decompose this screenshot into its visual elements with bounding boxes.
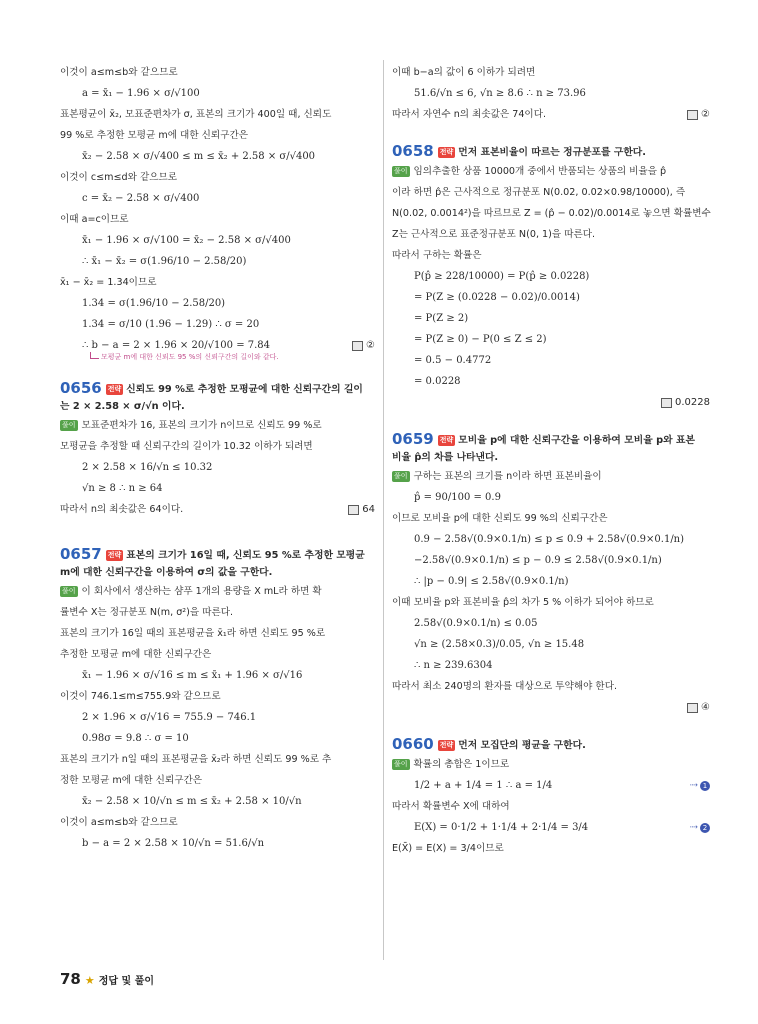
step-number-icon: 2 [700,823,710,833]
problem-0659-solution [392,466,710,697]
answer-mark: ② [352,335,375,356]
line-text: 이 회사에서 생산하는 샴푸 1개의 용량을 X mL라 하면 확 [81,586,322,597]
line-text: 모표준편차가 16, 표본의 크기가 n이므로 신뢰도 99 %로 [81,420,322,431]
line-text: 2 × 1.96 × σ/√16 = 755.9 − 746.1 [82,712,257,723]
equation-line [392,655,710,676]
line-text: 이때 a=c이므로 [60,214,129,225]
problem-title: 모비율 p에 대한 신뢰구간을 이용하여 모비율 p와 표본 [458,435,695,446]
equation-line [392,287,710,308]
line-text: 따라서 구하는 확률은 [392,250,482,261]
equation-line [60,665,375,686]
line-text: 이때 b−a의 값이 6 이하가 되려면 [392,67,536,78]
line-text: p̂ = 90/100 = 0.9 [414,492,501,503]
line-text: 99 %로 추정한 모평균 m에 대한 신뢰구간은 [60,130,248,141]
problem-number: 0657 [60,545,102,563]
line-text: ∴ n ≥ 239.6304 [414,660,493,671]
problem-number: 0658 [392,142,434,160]
line-text: 정한 모평균 m에 대한 신뢰구간은 [60,775,203,786]
equation-line [60,707,375,728]
answer-box-icon [352,341,363,351]
solution-continued-lines [60,62,375,335]
problem-number: 0659 [392,430,434,448]
line-text: 1.34 = σ/10 (1.96 − 1.29) ∴ σ = 20 [82,319,260,330]
line-text: 2.58√(0.9×0.1/n) ≤ 0.05 [414,618,538,629]
answer-box-icon [661,398,672,408]
problem-0658-answer [392,392,710,413]
text-line [392,224,710,245]
text-line [392,203,710,224]
line-text: 임의추출한 상품 10000개 중에서 반품되는 상품의 비율을 p̂ [413,166,667,177]
line-text: 이것이 a≤m≤b와 같으므로 [60,817,178,828]
text-line [60,812,375,833]
line-text: 구하는 표본의 크기를 n이라 하면 표본비율이 [413,471,602,482]
line-text: 이것이 746.1≤m≤755.9와 같으므로 [60,691,221,702]
line-text: 률변수 X는 정규분포 N(m, σ²)을 따른다. [60,607,234,618]
solution-tag: 풀이 [62,421,76,429]
strategy-tag: 전략 [439,436,454,444]
solution-tag: 풀이 [62,587,76,595]
problem-title: 먼저 모집단의 평균을 구한다. [458,740,586,751]
line-text: √n ≥ 8 ∴ n ≥ 64 [82,483,163,494]
line-text: E(X) = 0·1/2 + 1·1/4 + 2·1/4 = 3/4 [414,822,589,833]
equation-line [392,266,710,287]
line-text: N(0.02, 0.0014²)을 따르므로 Z = (p̂ − 0.02)/0.0014로 놓으면 확률변수 [392,208,711,219]
problem-0658-header [392,143,710,161]
text-line [392,182,710,203]
equation-line [60,188,375,209]
equation-line [392,371,710,392]
text-line [392,838,710,859]
line-text: 추정한 모평균 m에 대한 신뢰구간은 [60,649,212,660]
text-line [60,104,375,125]
text-line [392,676,710,697]
arrow-icon: ⇢ [689,822,698,833]
problem-0657-header [60,546,375,581]
left-column [60,62,375,854]
line-text: 표본의 크기가 16일 때의 표본평균을 x̄₁라 하면 신뢰도 95 %로 [60,628,326,639]
line-text: x̄₁ − 1.96 × σ/√16 ≤ m ≤ x̄₁ + 1.96 × σ/√16 [82,670,303,681]
line-text: = P(Z ≥ (0.0228 − 0.02)/0.0014) [414,292,580,303]
equation-line [60,146,375,167]
text-line [60,770,375,791]
problem-number: 0656 [60,379,102,397]
equation-line [60,251,375,272]
problem-0657-solution [60,581,375,854]
equation-line [60,83,375,104]
problem-title-2: 비율 p̂의 차를 나타낸다. [392,452,499,463]
answer-box-icon [687,110,698,120]
final-equation: ∴ b − a = 2 × 1.96 × 20/√100 = 7.84 [82,340,271,351]
line-text: a = x̄₁ − 1.96 × σ/√100 [82,88,200,99]
text-line [60,167,375,188]
line-text: 확률의 총합은 1이므로 [413,759,510,770]
step-marker [690,775,710,796]
line-text: = P(Z ≥ 2) [414,313,469,324]
line-text: 표본평균이 x̄₂, 모표준편차가 σ, 표본의 크기가 400일 때, 신뢰도 [60,109,332,120]
line-text: 2 × 2.58 × 16/√n ≤ 10.32 [82,462,213,473]
line-text: = 0.5 − 0.4772 [414,355,492,366]
text-line [60,436,375,457]
text-line [60,644,375,665]
problem-0658-solution [392,161,710,392]
column-divider [383,60,384,960]
equation-line [60,457,375,478]
equation-line [392,775,710,796]
line-text: b − a = 2 × 2.58 × 10/√n = 51.6/√n [82,838,265,849]
text-line [60,602,375,623]
text-line [60,749,375,770]
problem-0659-answer [392,697,710,718]
equation-line [60,791,375,812]
equation-line [392,529,710,550]
annotation-note: 모평균 m에 대한 신뢰도 95 %의 신뢰구간의 길이와 같다. [60,352,375,362]
text-line [392,466,710,487]
text-line [60,415,375,436]
right-column [392,62,710,859]
text-line [60,62,375,83]
line-text: 1/2 + a + 1/4 = 1 ∴ a = 1/4 [414,780,553,791]
answer-mark: 64 [348,499,375,520]
equation-line [60,478,375,499]
line-text: √n ≥ (2.58×0.3)/0.05, √n ≥ 15.48 [414,639,585,650]
text-line [60,272,375,293]
strategy-tag: 전략 [439,148,454,156]
problem-0656-solution [60,415,375,499]
text-line [60,623,375,644]
bracket-hook-icon [90,352,99,359]
line-text: 1.34 = σ(1.96/10 − 2.58/20) [82,298,226,309]
strategy-tag: 전략 [107,385,122,393]
line-text: 0.98σ = 9.8 ∴ σ = 10 [82,733,189,744]
answer-mark: ④ [687,697,710,718]
line-text: x̄₁ − x̄₂ = 1.34이므로 [60,277,157,288]
text-line [392,508,710,529]
equation-line [60,314,375,335]
answer-mark: 0.0228 [661,392,710,413]
strategy-tag: 전략 [107,551,122,559]
equation-line [392,550,710,571]
line-text: 51.6/√n ≤ 6, √n ≥ 8.6 ∴ n ≥ 73.96 [414,88,586,99]
problem-0659-header [392,431,710,466]
line-text: 이것이 a≤m≤b와 같으므로 [60,67,178,78]
line-text: −2.58√(0.9×0.1/n) ≤ p − 0.9 ≤ 2.58√(0.9×0.1/n) [414,555,662,566]
solution-tag: 풀이 [394,472,408,480]
line-text: 이므로 모비율 p에 대한 신뢰도 99 %의 신뢰구간은 [392,513,608,524]
text-line [60,125,375,146]
line-text: c = x̄₂ − 2.58 × σ/√400 [82,193,200,204]
line-text: x̄₂ − 2.58 × σ/√400 ≤ m ≤ x̄₂ + 2.58 × σ/√400 [82,151,316,162]
line-text: E(X̄) = E(X) = 3/4이므로 [392,843,504,854]
equation-line [392,487,710,508]
line-text: 따라서 최소 240명의 환자를 대상으로 투약해야 한다. [392,681,618,692]
problem-title: 표본의 크기가 16일 때, 신뢰도 95 %로 추정한 모평균 [126,550,365,561]
answer-box-icon [687,703,698,713]
footer-label: 정답 및 풀이 [98,976,155,987]
problem-title-2: 는 2 × 2.58 × σ/√n 이다. [60,401,185,412]
strategy-tag: 전략 [439,741,454,749]
problem-0656-header [60,380,375,415]
line-text: Z는 근사적으로 표준정규분포 N(0, 1)을 따른다. [392,229,596,240]
equation-line [392,613,710,634]
answer-box-icon [348,505,359,515]
equation-line [392,308,710,329]
line-text: 모평균을 추정할 때 신뢰구간의 길이가 10.32 이하가 되려면 [60,441,313,452]
arrow-icon: ⇢ [689,780,698,791]
continued-final: 따라서 자연수 n의 최솟값은 74이다. ② [392,104,710,125]
equation-line [60,230,375,251]
problem-0656-final: 따라서 n의 최솟값은 64이다. 64 [60,499,375,520]
problem-title-2: m에 대한 신뢰구간을 이용하여 σ의 값을 구한다. [60,567,273,578]
line-text: = P(Z ≥ 0) − P(0 ≤ Z ≤ 2) [414,334,547,345]
text-line [60,581,375,602]
line-text: 이라 하면 p̂은 근사적으로 정규분포 N(0.02, 0.02×0.98/10000), 즉 [392,187,686,198]
answer-mark: ② [687,104,710,125]
text-line [392,245,710,266]
line-text: 0.9 − 2.58√(0.9×0.1/n) ≤ p ≤ 0.9 + 2.58√(0.9×0.1/n) [414,534,685,545]
equation-line [392,83,710,104]
text-line [60,686,375,707]
equation-line [392,571,710,592]
line-text: 이것이 c≤m≤d와 같으므로 [60,172,178,183]
text-line [392,62,710,83]
equation-line [60,293,375,314]
page-number: 78 [60,970,81,988]
step-number-icon: 1 [700,781,710,791]
line-text: 따라서 확률변수 X에 대하여 [392,801,510,812]
equation-line [60,833,375,854]
text-line [392,796,710,817]
equation-line [392,329,710,350]
page-footer [60,970,154,988]
line-text: 이때 모비율 p와 표본비율 p̂의 차가 5 % 이하가 되어야 하므로 [392,597,654,608]
text-line [60,209,375,230]
star-icon: ★ [84,974,95,987]
line-text: x̄₁ − 1.96 × σ/√100 = x̄₂ − 2.58 × σ/√400 [82,235,291,246]
line-text: = 0.0228 [414,376,461,387]
equation-line [60,728,375,749]
problem-number: 0660 [392,735,434,753]
equation-line [392,817,710,838]
solution-continued-lines [392,62,710,104]
text-line [392,161,710,182]
equation-line [392,634,710,655]
solution-tag: 풀이 [394,760,408,768]
text-line [392,754,710,775]
line-text: ∴ x̄₁ − x̄₂ = σ(1.96/10 − 2.58/20) [82,256,247,267]
step-marker [690,817,710,838]
line-text: 표본의 크기가 n일 때의 표본평균을 x̄₂라 하면 신뢰도 99 %로 추 [60,754,332,765]
problem-0660-solution [392,754,710,859]
line-text: P(p̂ ≥ 228/10000) = P(p̂ ≥ 0.0228) [414,271,590,282]
solution-tag: 풀이 [394,167,408,175]
problem-title: 신뢰도 99 %로 추정한 모평균에 대한 신뢰구간의 길이 [126,384,363,395]
line-text: ∴ |p − 0.9| ≤ 2.58√(0.9×0.1/n) [414,576,569,587]
text-line [392,592,710,613]
equation-line [392,350,710,371]
problem-0660-header [392,736,710,754]
problem-title: 먼저 표본비율이 따르는 정규분포를 구한다. [458,147,646,158]
line-text: x̄₂ − 2.58 × 10/√n ≤ m ≤ x̄₂ + 2.58 × 10/√n [82,796,302,807]
